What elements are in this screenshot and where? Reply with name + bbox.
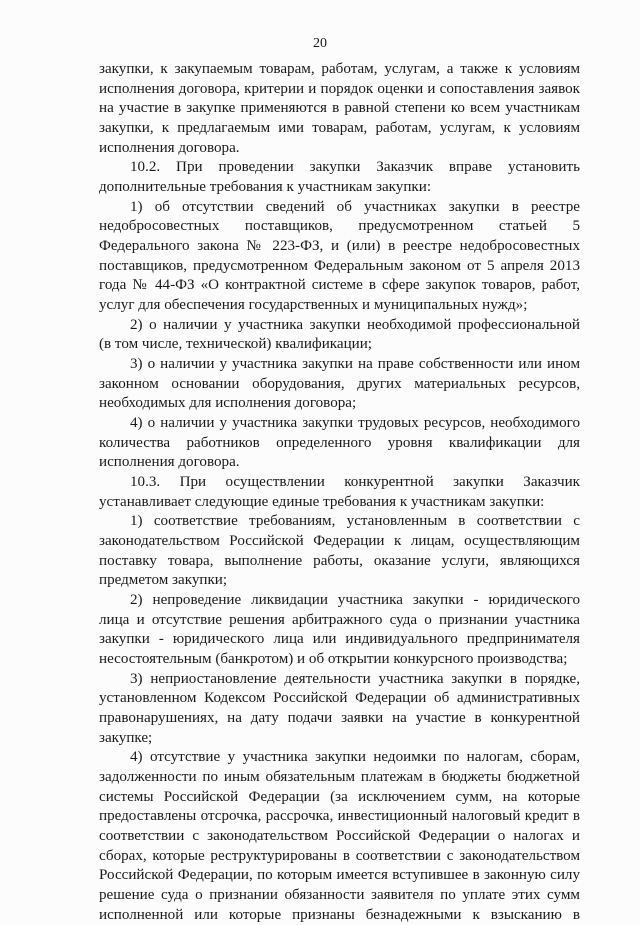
text-line: исполнения договора.: [99, 139, 240, 156]
text-line: 4) о наличии у участника закупки трудовых ресурсов, необходимого: [130, 415, 580, 432]
text-line: (в том числе, технической) квалификации;: [99, 336, 372, 353]
text-line: количества работников определенного уровня квалификации для: [99, 434, 580, 451]
text-line: исполнения договора.: [99, 454, 240, 471]
text-line: поставку товара, выполнение работы, оказание услуги, являющихся: [99, 552, 580, 569]
text-line: законном основании оборудования, других материальных ресурсов,: [99, 375, 580, 392]
text-line: 4) отсутствие у участника закупки недоимки по налогам, сборам,: [130, 749, 580, 766]
text-line: услуг для обеспечения государственных и муниципальных нужд»;: [99, 297, 528, 314]
text-line: дополнительные требования к участникам закупки:: [99, 179, 432, 196]
text-line: исполнения договора, критерии и порядок оценки и сопоставления заявок: [99, 80, 580, 97]
text-line: лица и отсутствие решения арбитражного суда о признании участника: [99, 611, 580, 628]
text-line: исполненной или которые признаны безнадежными к взысканию в: [99, 906, 580, 923]
text-line: 1) об отсутствии сведений об участниках закупки в реестре: [130, 198, 580, 215]
text-line: закупки, к закупаемым товарам, работам, услугам, а также к условиям: [99, 61, 580, 77]
text-line: правонарушениях, на дату подачи заявки на участие в конкурентной: [99, 710, 580, 727]
text-line: решение суда о признании обязанности заявителя по уплате этих сумм: [99, 887, 580, 904]
page-number: 20: [313, 36, 327, 51]
text-line: 3) о наличии у участника закупки на праве собственности или ином: [130, 356, 580, 373]
text-line: системы Российской Федерации (за исключением сумм, на которые: [99, 788, 580, 805]
text-line: на участие в закупке применяются в равной степени ко всем участникам: [99, 100, 580, 117]
text-line: установленном Кодексом Российской Федерации об административных: [99, 690, 580, 707]
text-line: Российской Федерации, по которым имеется вступившее в законную силу: [99, 867, 580, 884]
text-line: недобросовестных поставщиков, предусмотренном статьей 5: [99, 218, 580, 235]
text-line: года № 44-ФЗ «О контрактной системе в сфере закупок товаров, работ,: [99, 277, 580, 294]
text-line: 2) непроведение ликвидации участника закупки - юридического: [130, 592, 580, 609]
text-line: 3) неприостановление деятельности участника закупки в порядке,: [130, 670, 580, 687]
text-line: устанавливает следующие единые требования к участникам закупки:: [99, 493, 545, 510]
text-line: предоставлены отсрочка, рассрочка, инвестиционный налоговый кредит в: [99, 808, 580, 825]
text-line: Федерального закона № 223-ФЗ, и (или) в реестре недобросовестных: [99, 238, 580, 255]
text-line: сборах, которые реструктурированы в соответствии с законодательством: [99, 847, 580, 864]
text-line: задолженности по иным обязательным платежам в бюджеты бюджетной: [99, 769, 580, 786]
text-line: поставщиков, предусмотренном Федеральным законом от 5 апреля 2013: [99, 257, 580, 274]
text-line: закупки - юридического лица или индивидуального предпринимателя: [99, 631, 580, 648]
text-line: закупки, к предлагаемым ими товарам, работам, услугам, к условиям: [99, 120, 580, 136]
text-line: необходимых для исполнения договора;: [99, 395, 357, 412]
text-line: 2) о наличии у участника закупки необходимой профессиональной: [130, 316, 580, 333]
text-line: 1) соответствие требованиям, установленным в соответствии с: [130, 513, 580, 530]
text-line: 10.3. При осуществлении конкурентной закупки Заказчик: [130, 474, 580, 491]
text-line: соответствии с законодательством Российской Федерации о налогах и: [99, 828, 580, 845]
text-line: предметом закупки;: [99, 572, 228, 589]
text-line: закупке;: [99, 729, 153, 746]
text-line: законодательством Российской Федерации к лицам, осуществляющим: [99, 533, 580, 550]
text-line: 10.2. При проведении закупки Заказчик вправе установить: [130, 159, 580, 176]
text-line: несостоятельным (банкротом) и об открытии конкурсного производства;: [99, 651, 568, 668]
